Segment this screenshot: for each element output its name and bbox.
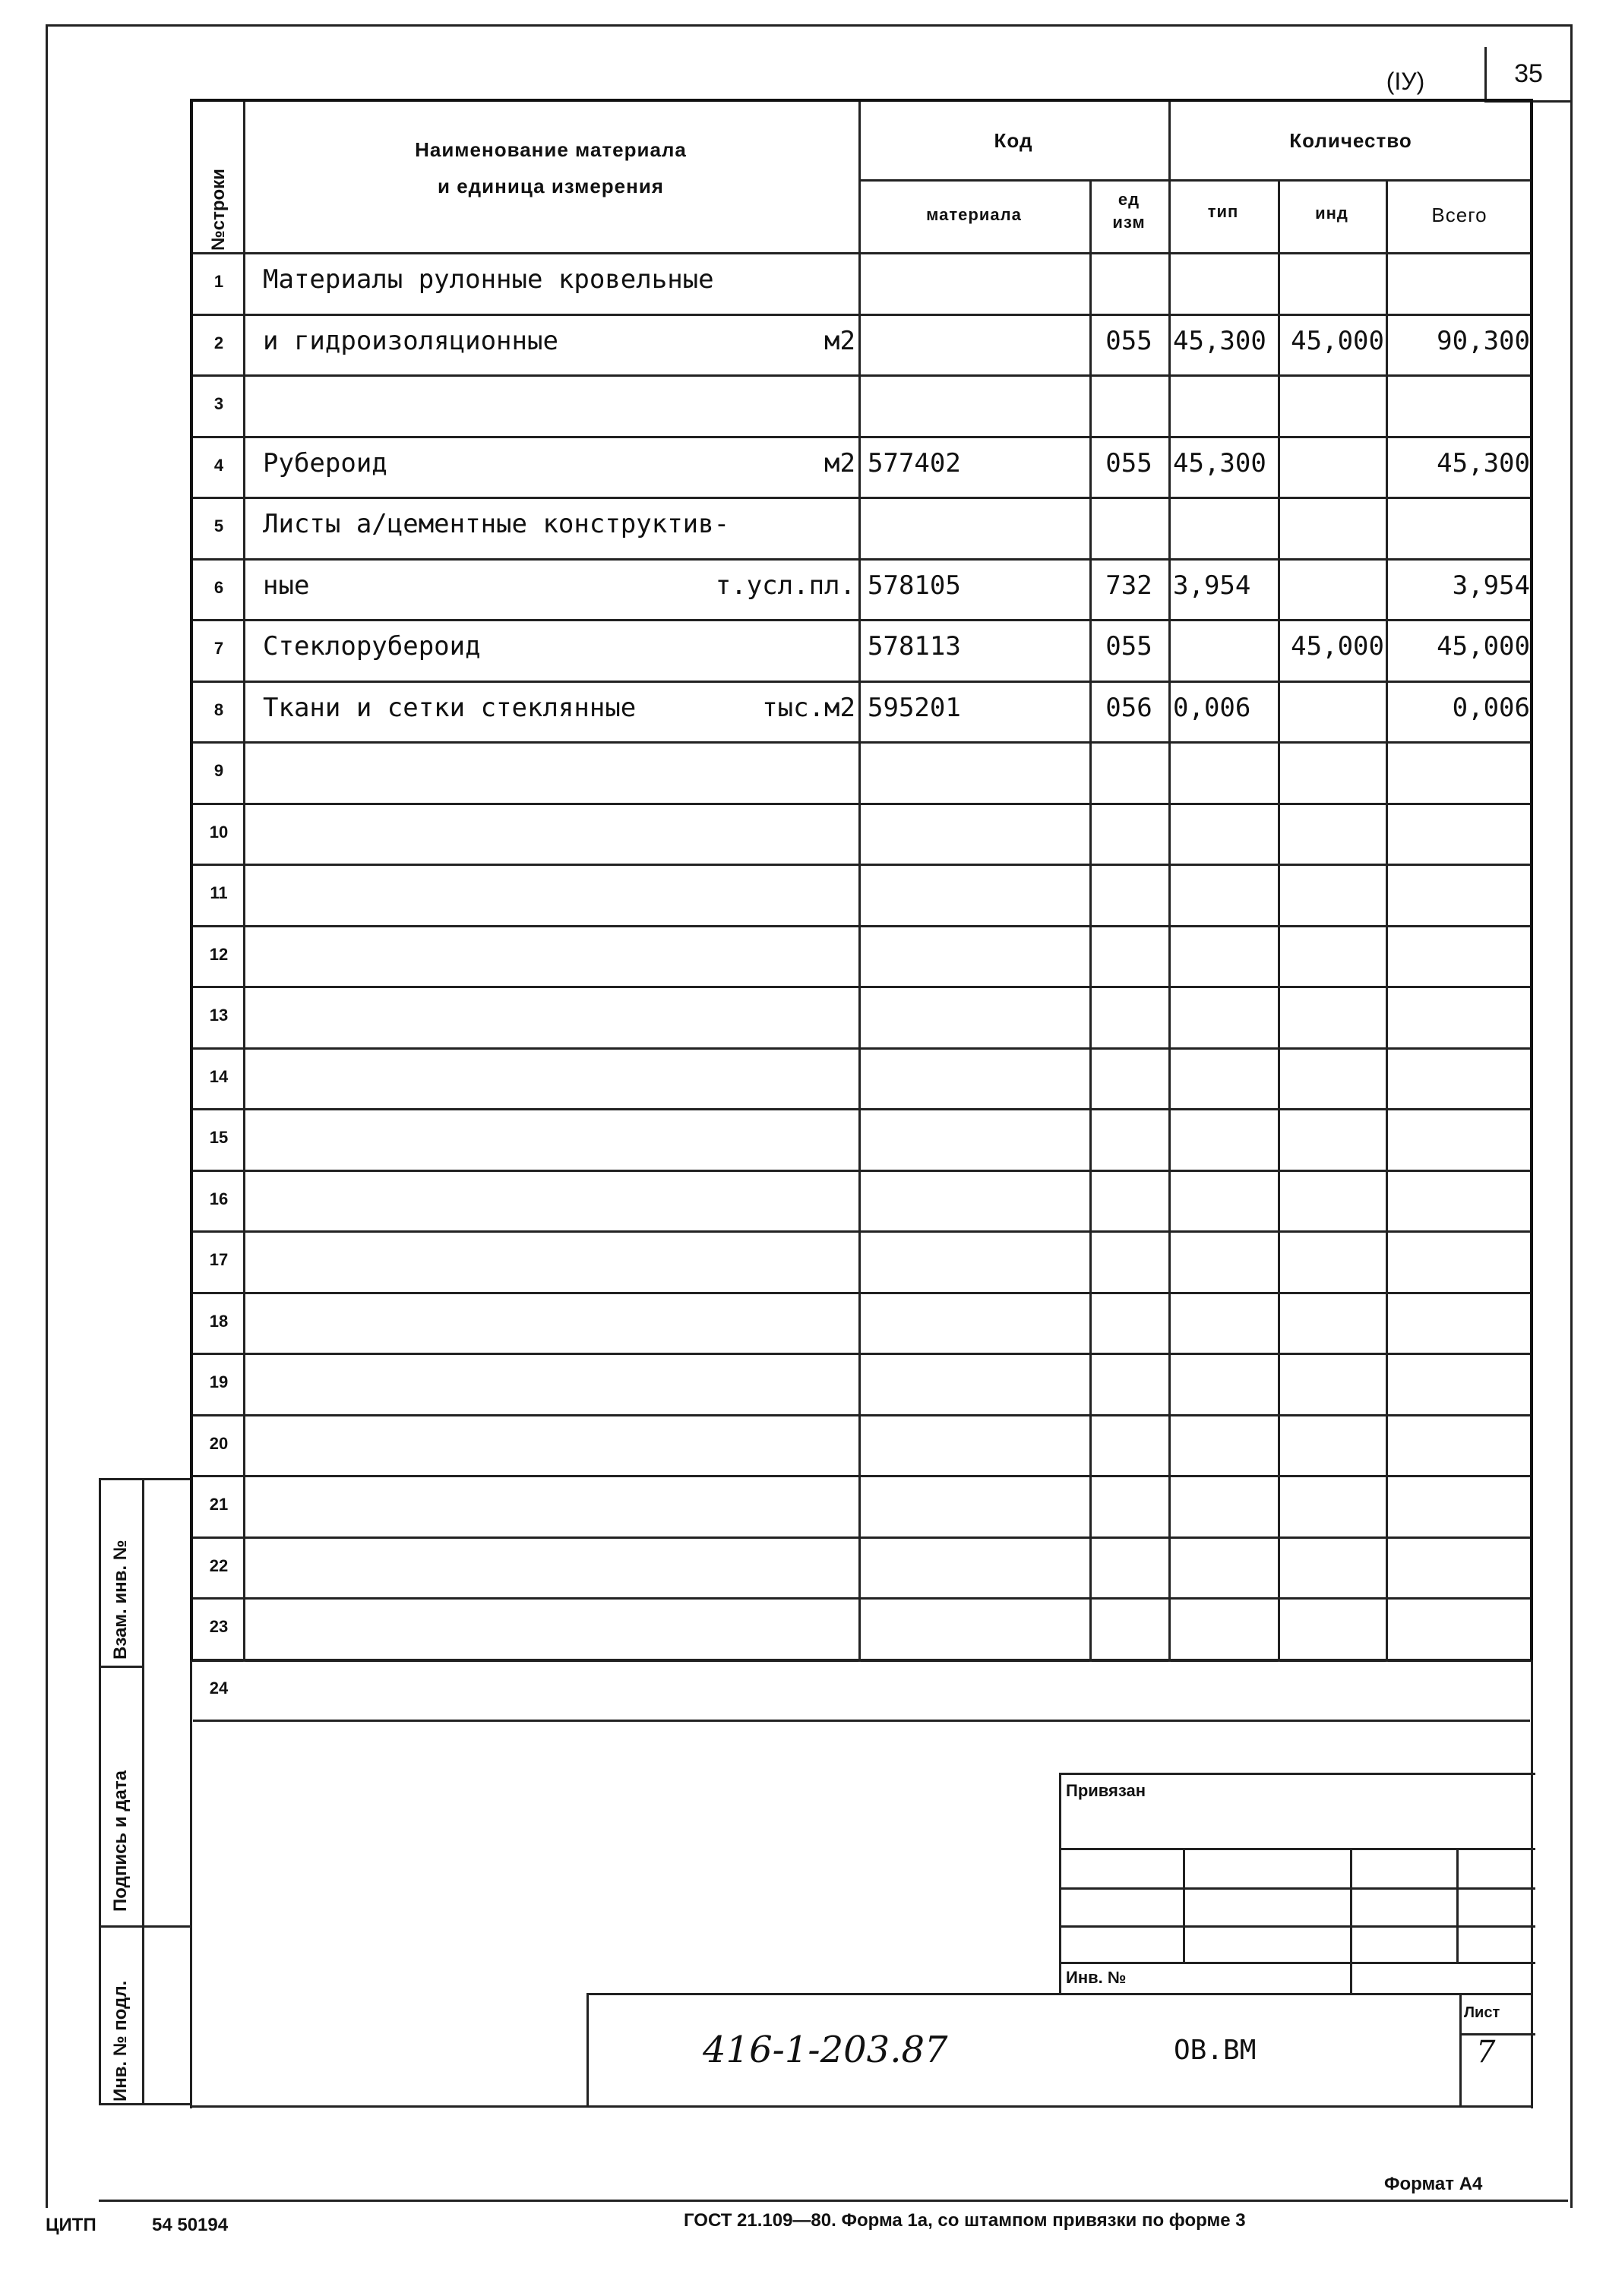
table-row <box>193 1230 1530 1292</box>
sheet-label: Лист <box>1464 2004 1500 2021</box>
paper-format: Формат А4 <box>1384 2174 1483 2194</box>
table-row <box>193 864 1530 925</box>
page-number: 35 <box>1484 47 1570 103</box>
project-designation: 416-1-203.87 <box>703 2029 948 2071</box>
name-header-line1: Наименование материала <box>415 138 687 161</box>
material-code: 595201 <box>868 692 961 723</box>
row-number: 21 <box>209 1495 229 1514</box>
material-name: Рубероид <box>263 447 387 478</box>
name-header-line2: и единица измерения <box>438 175 664 197</box>
row-number: 23 <box>209 1617 229 1636</box>
table-row <box>193 314 1530 375</box>
unit-code: 055 <box>1105 447 1152 478</box>
unit-code: 056 <box>1105 692 1152 723</box>
table-row <box>193 803 1530 864</box>
unit-of-measure: м2 <box>824 447 855 478</box>
material-name: Материалы рулонные кровельные <box>263 264 714 295</box>
code-header: Код <box>994 129 1033 152</box>
table-row <box>193 497 1530 558</box>
page-bottom-border <box>99 2200 1568 2202</box>
qty-type: 45,300 <box>1173 447 1266 478</box>
qty-total: 90,300 <box>1437 325 1530 356</box>
content-left-border <box>190 1660 192 2108</box>
table-row <box>193 558 1530 620</box>
unit-of-measure: тыс.м2 <box>762 692 855 723</box>
row-number: 9 <box>213 761 224 780</box>
row-number: 15 <box>209 1128 229 1147</box>
material-code: 578105 <box>868 570 961 601</box>
qty-total: 45,000 <box>1437 631 1530 662</box>
document-code: ОВ.ВМ <box>1174 2035 1257 2066</box>
qty-type: 3,954 <box>1173 570 1251 601</box>
order-number: 54 50194 <box>152 2215 229 2235</box>
table-row <box>193 1292 1530 1353</box>
material-name: ные <box>263 570 310 601</box>
total-qty-header: Всего <box>1431 204 1487 226</box>
side-stamp <box>99 1478 190 2105</box>
material-name: Листы а/цементные конструктив- <box>263 509 730 539</box>
row-number: 22 <box>209 1555 229 1575</box>
table-row <box>193 252 1530 314</box>
table-row <box>193 925 1530 987</box>
unit-of-measure: т.усл.пл. <box>715 570 855 601</box>
unit-header-2: изм <box>1112 213 1146 232</box>
material-name: Ткани и сетки стеклянные <box>263 692 637 723</box>
gost-reference: ГОСТ 21.109—80. Форма 1а, со штампом привязки по форме 3 <box>684 2210 1246 2231</box>
sheet-number: 7 <box>1476 2035 1496 2070</box>
unit-code: 055 <box>1105 631 1152 662</box>
row-number: 17 <box>209 1250 229 1269</box>
table-row <box>193 619 1530 681</box>
material-code: 577402 <box>868 447 961 478</box>
signature-date-label: Подпись и дата <box>110 1770 131 1912</box>
row-number: 12 <box>209 944 229 964</box>
row-number: 3 <box>213 394 224 413</box>
row-number: 14 <box>209 1066 229 1086</box>
table-row <box>193 1170 1530 1231</box>
table-row <box>193 1597 1530 1659</box>
row-number: 18 <box>209 1311 229 1331</box>
row-number: 2 <box>213 333 224 352</box>
table-row <box>193 1353 1530 1414</box>
content-bottom-border <box>190 2105 1533 2108</box>
unit-code: 732 <box>1105 570 1152 601</box>
row-number: 19 <box>209 1372 229 1391</box>
qty-type: 45,300 <box>1173 325 1266 356</box>
table-row <box>193 681 1530 742</box>
table-row <box>193 986 1530 1047</box>
table-row <box>193 436 1530 497</box>
row-number: 6 <box>213 577 224 597</box>
qty-individual: 45,000 <box>1291 631 1384 662</box>
row-number: 4 <box>213 455 224 475</box>
table-row <box>193 1414 1530 1476</box>
table-row <box>193 1108 1530 1170</box>
table-row <box>193 1659 1530 1720</box>
replacement-inv-label: Взам. инв. № <box>110 1540 131 1660</box>
row-number-header: №строки <box>208 169 229 251</box>
quantity-header: Количество <box>1289 129 1412 152</box>
qty-individual: 45,000 <box>1291 325 1384 356</box>
binding-stamp <box>1059 1773 1535 1995</box>
qty-total: 3,954 <box>1452 570 1530 601</box>
main-title-block <box>586 1993 1533 2105</box>
row-number: 13 <box>209 1006 229 1025</box>
table-row <box>193 1536 1530 1598</box>
row-number: 16 <box>209 1189 229 1208</box>
table-row <box>193 1475 1530 1536</box>
table-row <box>193 374 1530 436</box>
material-code: 578113 <box>868 631 961 662</box>
material-name: Стеклорубероид <box>263 631 481 662</box>
inv-original-label: Инв. № подл. <box>110 1980 131 2102</box>
qty-total: 45,300 <box>1437 447 1530 478</box>
unit-header-1: ед <box>1118 190 1140 209</box>
inv-no-label: Инв. № <box>1066 1968 1127 1987</box>
ind-qty-header: инд <box>1315 204 1348 223</box>
row-number: 8 <box>213 700 224 719</box>
row-number: 24 <box>209 1678 229 1698</box>
material-name: и гидроизоляционные <box>263 325 558 356</box>
row-number: 7 <box>213 639 224 658</box>
row-number: 20 <box>209 1433 229 1453</box>
qty-type: 0,006 <box>1173 692 1251 723</box>
unit-of-measure: м2 <box>824 325 855 356</box>
publisher: ЦИТП <box>46 2215 96 2235</box>
table-row <box>193 741 1530 803</box>
materials-table <box>190 99 1533 1698</box>
unit-code: 055 <box>1105 325 1152 356</box>
row-number: 10 <box>209 822 229 842</box>
row-number: 1 <box>213 272 224 291</box>
material-code-header: материала <box>926 205 1022 224</box>
type-qty-header: тип <box>1207 202 1239 221</box>
bound-label: Привязан <box>1066 1781 1146 1800</box>
table-row <box>193 1047 1530 1109</box>
row-number: 11 <box>210 883 228 902</box>
row-number: 5 <box>213 516 224 535</box>
qty-total: 0,006 <box>1452 692 1530 723</box>
section-mark: (IУ) <box>1386 67 1425 95</box>
